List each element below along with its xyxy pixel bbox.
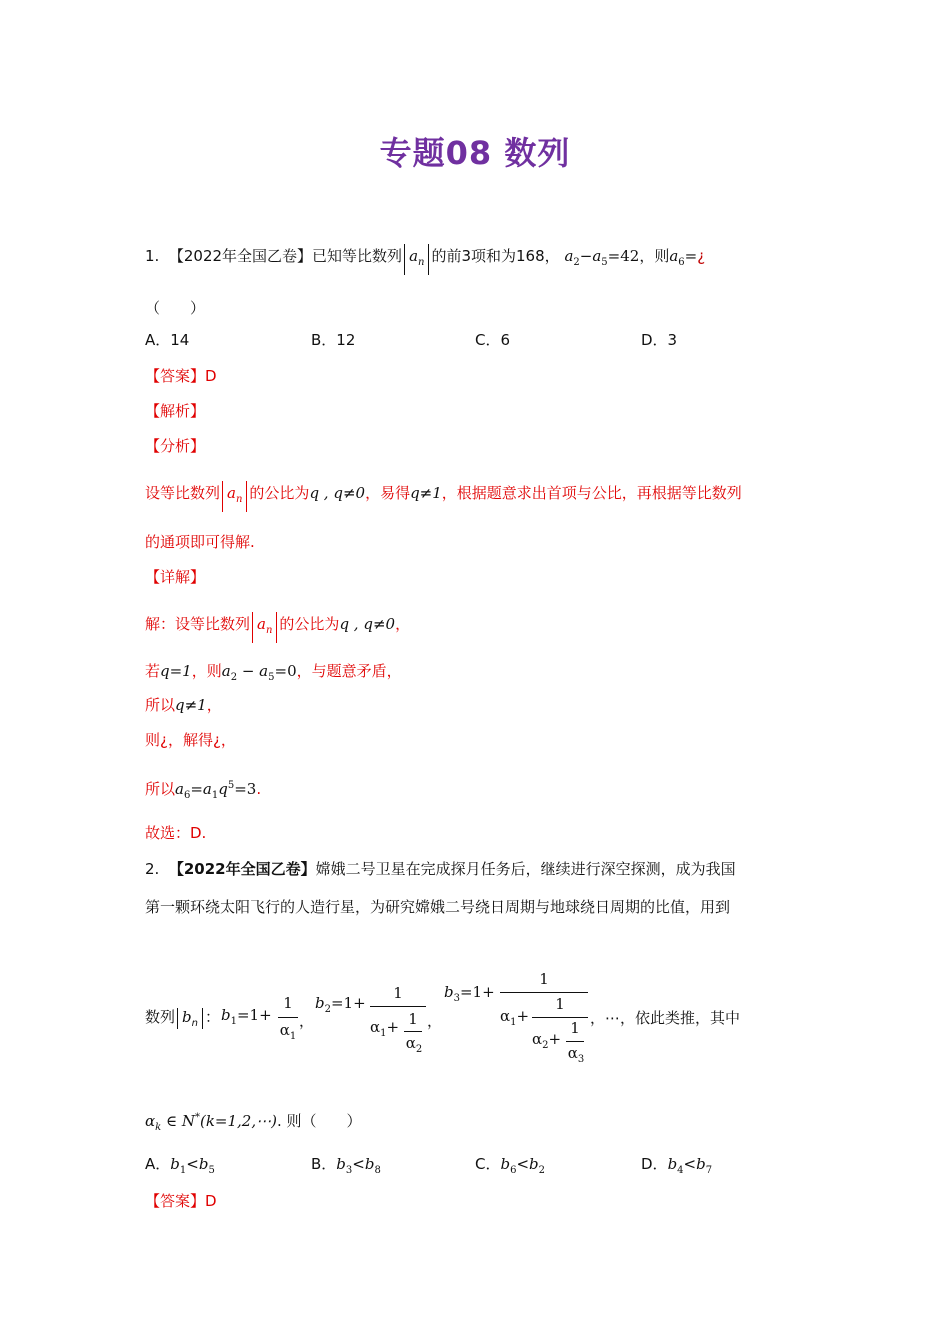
q2-b3-mid-den: $\alpha_2+$ xyxy=(532,1030,562,1051)
q2-b3-inner-bar xyxy=(566,1041,584,1042)
q1-stem-text: 已知等比数列 xyxy=(312,247,403,265)
q2-b2-bar xyxy=(370,1006,426,1007)
q1-detail-line2: 若q=1，则$a_2 - a_5=0$，与题意矛盾， xyxy=(145,662,402,683)
q2-b1: $b_1=1+$ xyxy=(221,1006,272,1027)
q1-detail-tag: 【详解】 xyxy=(145,568,206,586)
q2-b3-bar xyxy=(500,992,588,993)
q2-seq-label: 数列 $b_n$ ： xyxy=(145,1008,220,1029)
q1-option-b: B．12 xyxy=(311,331,356,349)
q2-b2-num: 1 xyxy=(393,984,403,1002)
q2-option-d: D．$b_4<b_7$ xyxy=(641,1155,713,1176)
q1-option-d: D．3 xyxy=(641,331,678,349)
q2-b1-comma: ， xyxy=(299,1012,315,1030)
q2-b3-inner-den: $\alpha_3$ xyxy=(567,1044,585,1065)
q2-option-b: B．$b_3<b_8$ xyxy=(311,1155,381,1176)
q2-stem-line2: 第一颗环绕太阳飞行的人造行星，为研究嫦娥二号绕日周期与地球绕日周期的比值，用到 xyxy=(145,898,731,916)
q2-b3-mid-bar xyxy=(532,1017,588,1018)
q2-b3-den: $\alpha_1+$ xyxy=(500,1007,530,1028)
q2-b3-num: 1 xyxy=(539,970,549,988)
q2-answer: 【答案】D xyxy=(145,1192,217,1210)
q2-b2-den: $\alpha_1+$ xyxy=(370,1018,400,1039)
q1-source: 【2022年全国乙卷】 xyxy=(168,247,313,265)
q1-detail-line5: 所以$a_6=a_1q^5=3$. xyxy=(145,780,262,801)
q2-b1-den: $\alpha_1$ xyxy=(279,1021,297,1042)
q2-stem-line1: 2. 【2022年全国乙卷】嫦娥二号卫星在完成探月任务后，继续进行深空探测，成为我国 xyxy=(145,860,736,878)
q2-b1-num: 1 xyxy=(283,994,293,1012)
q2-b2: $b_2=1+$ xyxy=(315,994,366,1015)
q1-option-c: C．6 xyxy=(475,331,511,349)
q1-stem-text2: 的前3项和为168， xyxy=(431,247,560,265)
q2-b3-mid-num: 1 xyxy=(555,995,565,1013)
q1-detail-line6: 故选：D. xyxy=(145,824,207,842)
q2-b2-inner-bar xyxy=(404,1031,422,1032)
q1-seq: $a_n$ xyxy=(404,244,429,275)
q2-b1-bar xyxy=(278,1017,298,1018)
q2-option-c: C．$b_6<b_2$ xyxy=(475,1155,546,1176)
q1-detail-line1: 解：设等比数列 $a_n$ 的公比为q , q≠0， xyxy=(145,612,410,643)
q2-b3: $b_3=1+$ xyxy=(444,983,495,1004)
q1-breakdown-tag: 【分析】 xyxy=(145,437,206,455)
q2-b2-inner-den: $\alpha_2$ xyxy=(405,1034,423,1055)
q2-b2-inner-num: 1 xyxy=(408,1010,418,1028)
q2-b3-inner-num: 1 xyxy=(570,1019,580,1037)
q1-number: 1. xyxy=(145,247,160,265)
q1-analysis-line2: 的通项即可得解. xyxy=(145,533,255,551)
q2-condition: $\alpha_k$ ∈ N*(k=1,2,⋯). 则（ ） xyxy=(145,1112,362,1133)
q1-answer: 【答案】D xyxy=(145,367,217,385)
q1-option-a: A．14 xyxy=(145,331,190,349)
q2-ellipsis: ，⋯，依此类推，其中 xyxy=(590,1009,741,1027)
q1-paren: （ ） xyxy=(145,299,206,317)
q1-stem: 1. 【2022年全国乙卷】已知等比数列 $a_n$ 的前3项和为168， $a_2-a_5=42$，则$a_6=¿$ xyxy=(145,244,705,275)
q1-detail-line4: 则¿，解得¿， xyxy=(145,731,236,749)
q1-detail-line3: 所以q≠1， xyxy=(145,696,222,714)
page-title: 专题08 数列 xyxy=(379,134,571,172)
q1-analysis-line1: 设等比数列 $a_n$ 的公比为q , q≠0，易得q≠1，根据题意求出首项与公比，再根据等比数列 xyxy=(145,481,742,512)
q2-option-a: A．$b_1<b_5$ xyxy=(145,1155,215,1176)
q2-b2-comma: ， xyxy=(427,1012,443,1030)
q1-analysis-tag: 【解析】 xyxy=(145,402,206,420)
